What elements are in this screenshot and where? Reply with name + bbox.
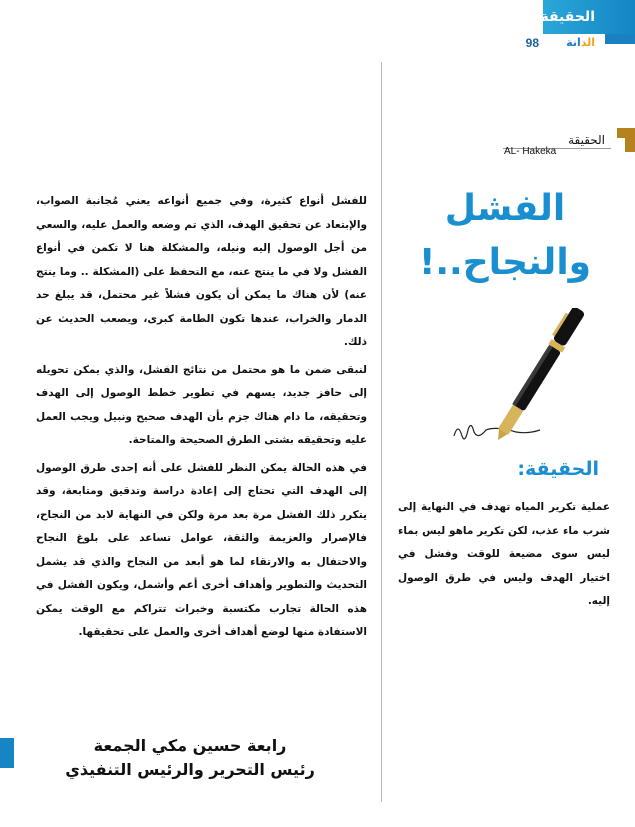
section-label-english: AL- Hakeka bbox=[504, 146, 557, 157]
article-paragraph: لنبقى ضمن ما هو محتمل من نتائج الفشل، والذي يمكن تحويله إلى حافز جديد، يسهم في تطوير خطط الوصول إلى الهدف وتحقيقه، ما دام هناك جزم بأن الهدف صحيح ونبيل ويجب العمل عليه وتحقيقه بشتى الطرق الصحيحة والمتاحة. bbox=[36, 363, 367, 446]
article-paragraph: في هذه الحالة يمكن النظر للفشل على أنه إحدى طرق الوصول إلى الهدف التي تحتاج إلى إعادة دراسة وتدقيق ومتابعة، وقد يتكرر ذلك الفشل مرة بعد مرة ولكن في النهاية لابد من النجاح، فالإصرار والعزيمة والثقة، عوامل تساعد على بلوغ النجاح والاحتفال به والارتقاء لما هو أبعد من النجاح والذي قد يشمل التحديث والتطوير وأهداف أخرى أعم وأشمل، ويكون الفشل في هذه الحالة تجارب مكتسبة وخبرات تتراكم مع الوقت يمكن الاستفادة منها لوضع أهداف أخرى والعمل على تحقيقها. bbox=[36, 461, 367, 638]
sidebar-paragraph: عملية تكرير المياه تهدف في النهاية إلى شرب ماء عذب، لكن تكرير ماهو ليس بماء ليس سوى مضيعة للوقت وفشل في اختيار الهدف وليس في طرق الوصول إليه. bbox=[398, 501, 610, 607]
magazine-logo-accent: انة bbox=[566, 36, 581, 49]
title-line-1: الفشل bbox=[444, 188, 566, 229]
author-name: رابعة حسين مكي الجمعة bbox=[93, 736, 287, 755]
article-paragraph: للفشل أنواع كثيرة، وفي جميع أنواعه يعني مُجانبة الصواب، والإبتعاد عن تحقيق الهدف، الذي تم وضعه والعمل عليه، والسعي من أجل الوصول إليه ونيله، والمشكلة هنا لا تكمن في أنواع الفشل ولا في ما ينتج عنه، مع التحفظ على (المشكلة .. وما ينتج عنه) لأن هناك ما يمكن أن يكون فشلاً غير محتمل، قد يبلغ حد الدمار والخراب، عندها تكون الطامة كبرى، ويصعب الحديث عن ذلك. bbox=[36, 195, 367, 348]
article-title bbox=[398, 182, 612, 290]
fountain-pen-icon bbox=[440, 308, 590, 468]
section-corner-mark bbox=[617, 128, 635, 152]
section-tab: الحقيقة bbox=[543, 0, 635, 34]
sidebar-text bbox=[398, 496, 610, 614]
section-label-arabic: الحقيقة bbox=[568, 133, 605, 147]
page-number: 98 bbox=[525, 36, 539, 50]
page-edge-marker bbox=[0, 738, 14, 768]
title-line-2: والنجاح..! bbox=[418, 242, 592, 283]
magazine-logo bbox=[566, 36, 595, 49]
author-role: رئيس التحرير والرئيس التنفيذي bbox=[65, 760, 315, 779]
column-divider bbox=[381, 62, 382, 802]
fountain-pen-illustration bbox=[440, 308, 590, 468]
magazine-logo-main: الد bbox=[580, 36, 595, 49]
sidebar-heading: الحقيقة: bbox=[517, 458, 599, 480]
article-body bbox=[36, 190, 367, 645]
